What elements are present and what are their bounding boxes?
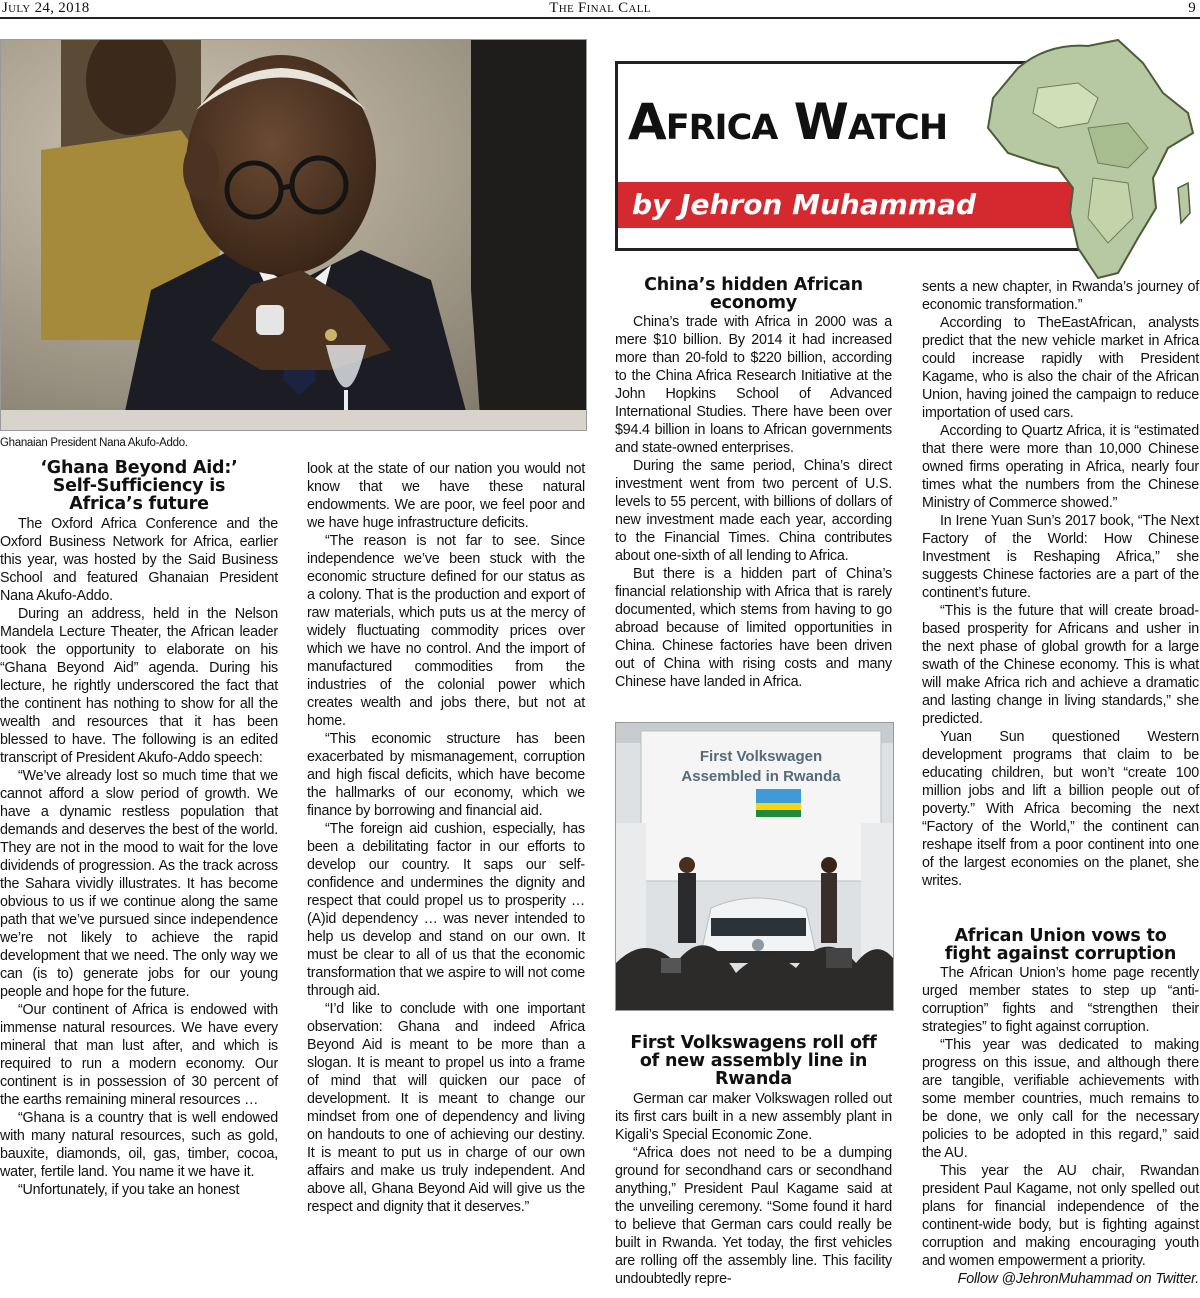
- article1-col1-para-6: “Unfortunately, if you take an honest: [18, 1182, 240, 1198]
- article-african-union: [922, 927, 1199, 1288]
- issue-date: July 24, 2018: [2, 0, 90, 16]
- article1-col1-para-5: “Ghana is a country that is well endowed with many natural resources, such as gold, bauxite, diamonds, oil, gas, timber, cocoa, water, fertile land. You name it we have it.: [0, 1110, 278, 1180]
- col4-para-2: According to TheEastAfrican, analysts predict that the new vehicle market in Africa could increase rapidly with President Kagame, who is also the chair of the African Union, having joined the campaign to reduce importation of used cars.: [922, 315, 1199, 421]
- article1-col2-para-4: “The foreign aid cushion, especially, has been a debilitating factor in our efforts to develop our country. It saps our self-confidence and undermines the dignity and respect that could propel us to prosperity … (A)id dependency … was never intended to help us develop and stand on our own. It must be clear to all of us that the economic transformation that we aspire to will not come through aid.: [307, 821, 585, 999]
- rwanda-flag-icon: [756, 789, 801, 817]
- article1-col1-para-2: During an address, held in the Nelson Mandela Lecture Theater, the African leader took the opportunity to elaborate on his “Ghana Beyond Aid” agenda. During his lecture, he rightly underscored the fact that the continent has nothing to show for all the wealth and resources that it has been blessed to have. The following is an edited transcript of President Akufo-Addo speech:: [0, 606, 278, 766]
- twitter-follow-line: Follow @JehronMuhammad on Twitter.: [957, 1271, 1199, 1287]
- article3-headline: First Volkswagens roll off of new assembly line in Rwanda: [630, 1033, 877, 1089]
- banner-byline: by Jehron Muhammad: [632, 188, 977, 221]
- article1-column-1: [0, 459, 278, 1199]
- page-number: 9: [1188, 0, 1196, 16]
- col4-para-4: In Irene Yuan Sun’s 2017 book, “The Next Factory of the World: How Chinese Investment is Reshaping Africa,” she suggests Chinese factories are a part of the continent’s future.: [922, 513, 1199, 601]
- col4-para-6: Yuan Sun questioned Western development programs that claim to be educating children, but won’t “create 100 million jobs and lift a billion people out of poverty.” With Africa becoming the next “Factory of the World,” the continent can reshape itself from a poor continent into one of the largest economies on the planet, she writes.: [922, 729, 1199, 889]
- president-photo-graphic: [1, 40, 586, 430]
- masthead: [0, 0, 1200, 19]
- article1-col1-para-3: “We’ve already lost so much time that we cannot afford a slow period of growth. We have a dynamic restless population that demands and deserves the best of the world. They are not in the mood to wait for the love dividends of progression. As the track across the Sahara vividly illustrates. It has become obvious to us if we continue along the same path that we’ve pursued since independence we’re not likely to achieve the rapid development that we need. The only way we can (is to) generate jobs for our young people and hope for the future.: [0, 768, 278, 1000]
- president-photo: [0, 39, 587, 431]
- col4-para-1: sents a new chapter, in Rwanda’s journey of economic transformation.”: [922, 279, 1199, 313]
- article-first-volkswagens: [615, 1034, 892, 1288]
- volkswagen-photo-graphic: [616, 723, 893, 1010]
- article2-headline: China’s hidden African economy: [644, 275, 863, 313]
- article2-para-3: But there is a hidden part of China’s financial relationship with Africa that is rarely documented, which stems from having to go abroad because of limited opportunities in China. Chinese factories have been driven out of China with rising costs and many Chinese have landed in Africa.: [615, 566, 892, 690]
- col4-para-3: According to Quartz Africa, it is “estimated that there were more than 10,000 Chinese owned firms operating in Africa, nearly four times what the numbers from the Chinese Ministry of Commerce showed.”: [922, 423, 1199, 511]
- president-photo-caption: Ghanaian President Nana Akufo-Addo.: [0, 437, 188, 449]
- article1-column-2: [307, 460, 585, 1216]
- article1-headline: ‘Ghana Beyond Aid:’ Self-Sufficiency is Africa’s future: [40, 458, 238, 514]
- article2-para-2: During the same period, China’s direct investment went from two percent of U.S. levels to 55 percent, with billions of dollars of new investment made each year, according to the Financial Times. China contributes about one-sixth of all lending to Africa.: [615, 458, 892, 564]
- article4-para-1: The African Union’s home page recently urged member states to step up “anti-corruption” fights and “strengthen their strategies” to fight against corruption.: [922, 965, 1199, 1035]
- vw-sign-line-2: Assembled in Rwanda: [681, 768, 841, 785]
- article2-continuation: [922, 278, 1199, 890]
- volkswagen-photo: [615, 722, 894, 1011]
- vw-sign-line-1: First Volkswagen: [699, 748, 823, 765]
- article4-para-2: “This year was dedicated to making progress on this issue, and although there are tangible, verifiable achievements with some member countries, much remains to be done, we only call for the necessary policies to be adopted in this regard,” said the AU.: [922, 1037, 1199, 1161]
- col4-para-5: “This is the future that will create broad-based prosperity for Africans and usher in the next phase of global growth for a large swath of the Chinese economy. This is what will make Africa rich and achieve a dramatic and lasting change in living standards,” she predicted.: [922, 603, 1199, 727]
- article4-headline: African Union vows to fight against corruption: [944, 926, 1177, 964]
- article1-col2-para-3: “This economic structure has been exacerbated by mismanagement, corruption and high fiscal deficits, which have become the hallmarks of our economy, which we finance by borrowing and financial aid.: [307, 731, 585, 819]
- article1-col2-para-2: “The reason is not far to see. Since independence we’ve been stuck with the economic structure defined for our status as a colony. That is the production and export of raw materials, which puts us at the mercy of widely fluctuating commodity prices over which we have no control. And the import of manufactured commodities from the industries of the colonial power which creates wealth and jobs there, but not at home.: [307, 533, 585, 729]
- article1-col2-para-5: “I’d like to conclude with one important observation: Ghana and indeed Africa Beyond Aid is meant to be more than a slogan. It is meant to propel us into a frame of mind that will quicken our pace of development. It is meant to change our mindset from one of dependency and living on handouts to one of achieving our destiny. It is meant to put us in charge of our own affairs and make us truly independent. And above all, Ghana Beyond Aid will give us the respect and dignity that it deserves.”: [307, 1001, 585, 1215]
- paper-name: The Final Call: [549, 0, 651, 16]
- article3-para-2: “Africa does not need to be a dumping ground for secondhand cars or secondhand anything,” President Paul Kagame said at the unveiling ceremony. “Some found it hard to believe that German cars could really be built in Rwanda. Yet today, the first vehicles are rolling off the assembly line. This facility undoubtedly repre-: [615, 1145, 892, 1287]
- article1-col1-para-4: “Our continent of Africa is endowed with immense natural resources. We have every mineral that man lust after, and which is required to run a modern economy. Our continent is in possession of 30 percent of the earths remaining mineral resources …: [0, 1002, 278, 1108]
- article2-para-1: China’s trade with Africa in 2000 was a mere $10 billion. By 2014 it had increased more than 20-fold to $220 billion, according to the China Africa Research Initiative at the John Hopkins School of Advanced International Studies. There have been over $94.4 billion in loans to African governments and state-owned enterprises.: [615, 314, 892, 456]
- article4-para-3: This year the AU chair, Rwandan president Paul Kagame, not only spelled out plans for financial independence of the continent-wide body, but is fighting against corruption and making encouraging youth and women empowerment a priority.: [922, 1163, 1199, 1269]
- article-ghana-beyond-aid: [0, 459, 585, 1294]
- article-china-hidden-economy: [615, 276, 892, 691]
- article3-para-1: German car maker Volkswagen rolled out its first cars built in a new assembly plant in Kigali’s Special Economic Zone.: [615, 1091, 892, 1143]
- article1-col1-para-1: The Oxford Africa Conference and the Oxford Business Network for Africa, earlier this year, was hosted by the Said Business School and featured Ghanaian President Nana Akufo-Addo.: [0, 516, 278, 604]
- banner-title: Africa Watch: [628, 93, 948, 151]
- article1-col2-para-1: look at the state of our nation you would not know that we have these natural endowments. We are poor, we feel poor and we have huge infrastructure deficits.: [307, 461, 585, 531]
- africa-map-icon: [978, 38, 1200, 284]
